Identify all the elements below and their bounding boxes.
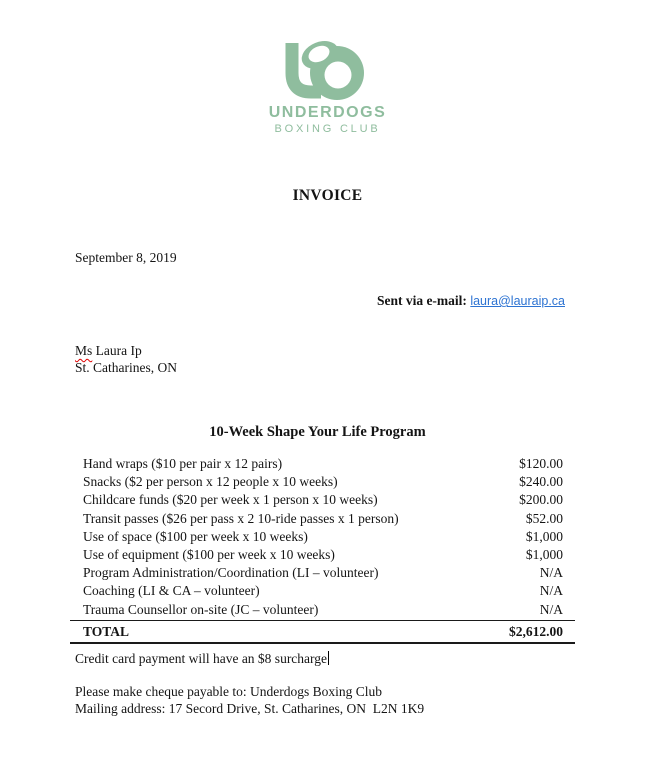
item-amount: $1,000: [525, 547, 563, 563]
total-amount: $2,612.00: [509, 623, 563, 639]
item-description: Transit passes ($26 per pass x 2 10-ride passes x 1 person): [83, 510, 399, 526]
underdogs-logo-icon: [284, 40, 372, 102]
document-title: INVOICE: [292, 187, 363, 204]
item-amount: $52.00: [525, 510, 563, 526]
item-description: Childcare funds ($20 per week x 1 person x 10 weeks): [83, 492, 378, 508]
sent-via-label: Sent via e-mail:: [376, 293, 467, 308]
item-amount: N/A: [539, 565, 563, 581]
invoice-date: September 8, 2019: [75, 250, 177, 265]
logo-wordmark-primary: UNDERDOGS: [268, 104, 387, 121]
table-row: [70, 473, 575, 491]
item-amount: $1,000: [525, 528, 563, 544]
surcharge-text: Credit card payment will have an $8 surcharge: [75, 651, 328, 666]
recipient-salutation: Ms: [75, 343, 93, 358]
cheque-payable-line: Please make cheque payable to: Underdogs Boxing Club: [75, 684, 383, 699]
surcharge-note: [75, 651, 329, 667]
table-row: [70, 601, 575, 619]
email-link[interactable]: laura@lauraip.ca: [470, 294, 565, 308]
item-description: Snacks ($2 per person x 12 people x 10 weeks): [83, 474, 338, 490]
table-row: [70, 510, 575, 528]
item-amount: $200.00: [519, 492, 563, 508]
recipient-name-line: [75, 343, 177, 360]
item-amount: $120.00: [519, 456, 563, 471]
item-description: Coaching (LI & CA – volunteer): [83, 583, 260, 599]
text-cursor: [328, 651, 329, 665]
table-row: [70, 546, 575, 564]
table-row: [70, 564, 575, 582]
item-description: Program Administration/Coordination (LI – volunteer): [83, 565, 379, 581]
table-row: [70, 491, 575, 509]
payment-info-block: [75, 684, 424, 717]
recipient-block: [75, 343, 177, 376]
mailing-address-line: Mailing address: 17 Secord Drive, St. Catharines, ON L2N 1K9: [75, 700, 425, 716]
table-row: [70, 582, 575, 600]
sent-via-line: [377, 293, 565, 309]
table-total-row: [70, 620, 575, 644]
invoice-rows: [70, 455, 575, 619]
item-description: Trauma Counsellor on-site (JC – volunteer): [83, 601, 319, 617]
table-row: [70, 455, 575, 473]
logo-wordmark-secondary: BOXING CLUB: [274, 123, 381, 135]
recipient-city-line: St. Catharines, ON: [75, 359, 177, 375]
invoice-table: [70, 455, 575, 644]
logo-block: [0, 40, 655, 135]
recipient-name: Laura Ip: [92, 343, 142, 358]
item-amount: N/A: [539, 601, 563, 617]
total-label: TOTAL: [83, 623, 130, 639]
item-amount: $240.00: [519, 474, 563, 490]
item-description: Use of space ($100 per week x 10 weeks): [83, 528, 308, 544]
item-description: Hand wraps ($10 per pair x 12 pairs): [83, 456, 283, 471]
program-title: 10-Week Shape Your Life Program: [209, 424, 426, 440]
table-row: [70, 528, 575, 546]
item-description: Use of equipment ($100 per week x 10 weeks): [83, 547, 335, 563]
item-amount: N/A: [539, 583, 563, 599]
